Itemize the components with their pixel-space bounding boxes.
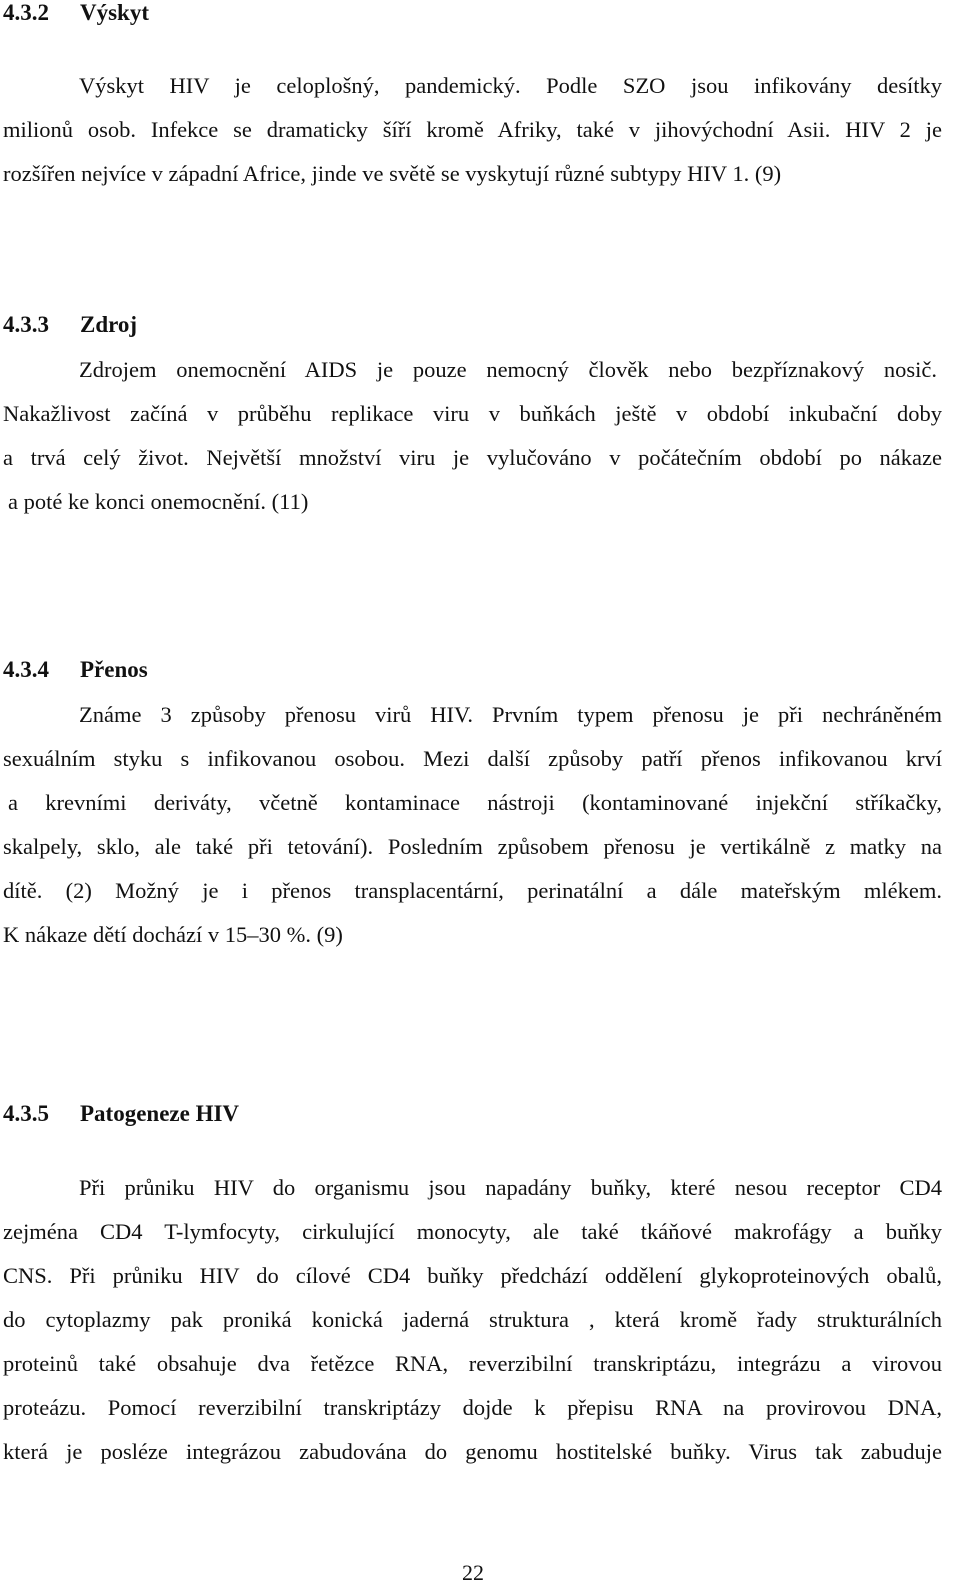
section-title: Přenos <box>80 657 148 682</box>
paragraph-line: která je posléze integrázou zabudována do genomu hostitelské buňky. Virus tak zabuduje <box>3 1439 942 1464</box>
paragraph-line: CNS. Při průniku HIV do cílové CD4 buňky předchází oddělení glykoproteinových obalů, <box>3 1263 942 1288</box>
paragraph-line: do cytoplazmy pak proniká konická jaderná struktura , která kromě řady strukturálních <box>3 1307 942 1332</box>
paragraph-line: skalpely, sklo, ale také při tetování). Posledním způsobem přenosu je vertikálně z matky na <box>3 834 942 859</box>
paragraph-line: Výskyt HIV je celoplošný, pandemický. Podle SZO jsou infikovány desítky <box>79 73 942 98</box>
paragraph-line: sexuálním styku s infikovanou osobou. Mezi další způsoby patří přenos infikovanou krví <box>3 746 942 771</box>
section-number: 4.3.5 <box>3 1101 49 1126</box>
section-heading-vyskyt <box>3 0 149 26</box>
paragraph-line: a trvá celý život. Největší množství viru je vylučováno v počátečním období po nákaze <box>3 445 942 470</box>
section-heading-zdroj <box>3 312 137 338</box>
paragraph-line: zejména CD4 T-lymfocyty, cirkulující monocyty, ale také tkáňové makrofágy a buňky <box>3 1219 942 1244</box>
paragraph-line: proteázu. Pomocí reverzibilní transkriptázy dojde k přepisu RNA na provirovou DNA, <box>3 1395 942 1420</box>
section-title: Zdroj <box>80 312 138 337</box>
paragraph-line: Známe 3 způsoby přenosu virů HIV. Prvním typem přenosu je při nechráněném <box>79 702 942 727</box>
paragraph-line: K nákaze dětí dochází v 15–30 %. (9) <box>3 922 343 947</box>
page-number: 22 <box>462 1560 484 1585</box>
paragraph-line: milionů osob. Infekce se dramaticky šíří kromě Afriky, také v jihovýchodní Asii. HIV 2 je <box>3 117 942 142</box>
section-number: 4.3.4 <box>3 657 49 682</box>
section-number: 4.3.2 <box>3 0 49 25</box>
paragraph-line: Při průniku HIV do organismu jsou napadány buňky, které nesou receptor CD4 <box>79 1175 942 1200</box>
section-title: Patogeneze HIV <box>80 1101 240 1126</box>
paragraph-line: proteinů také obsahuje dva řetězce RNA, reverzibilní transkriptázu, integrázu a virovou <box>3 1351 942 1376</box>
section-number: 4.3.3 <box>3 312 49 337</box>
paragraph-line: dítě. (2) Možný je i přenos transplacentární, perinatální a dále mateřským mlékem. <box>3 878 942 903</box>
section-title: Výskyt <box>80 0 150 25</box>
paragraph-line: a poté ke konci onemocnění. (11) <box>8 489 309 514</box>
paragraph-line: Zdrojem onemocnění AIDS je pouze nemocný člověk nebo bezpříznakový nosič. <box>79 357 937 382</box>
paragraph-line: rozšířen nejvíce v západní Africe, jinde ve světě se vyskytují různé subtypy HIV 1. (9) <box>3 161 782 186</box>
section-heading-prenos <box>3 657 148 683</box>
section-heading-patogeneze <box>3 1101 239 1127</box>
paragraph-line: Nakažlivost začíná v průběhu replikace viru v buňkách ještě v období inkubační doby <box>3 401 942 426</box>
paragraph-line: a krevními deriváty, včetně kontaminace nástroji (kontaminované injekční stříkačky, <box>8 790 942 815</box>
